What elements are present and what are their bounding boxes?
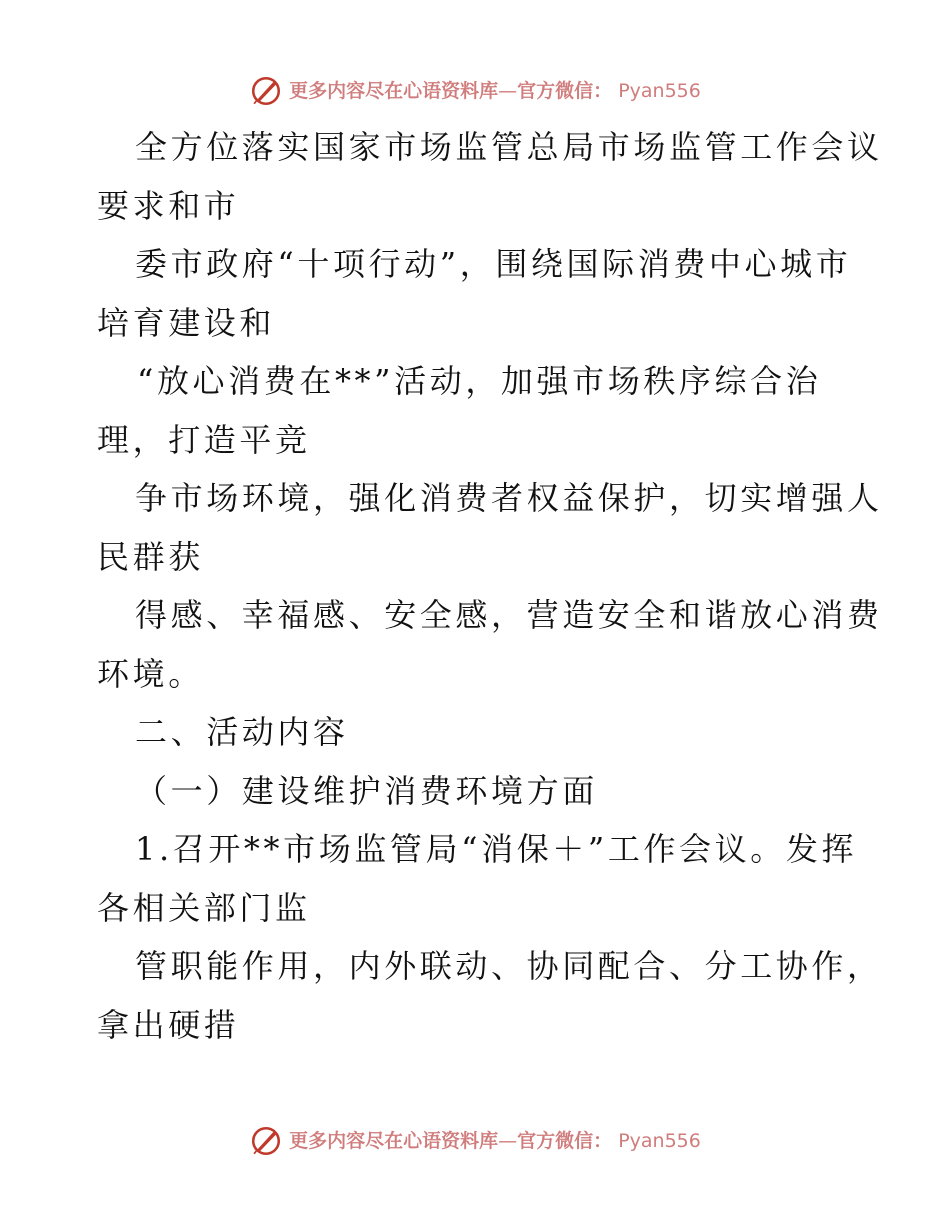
subsection-heading: （一）建设维护消费环境方面	[135, 771, 598, 810]
watermark-account: Pyan556	[618, 1129, 701, 1152]
text-line: 管职能作用，内外联动、协同配合、分工协作，	[135, 947, 883, 985]
text-line: 培育建设和	[97, 303, 276, 342]
section-heading: 二、活动内容	[135, 713, 349, 751]
text-line: 委市政府“十项行动”，围绕国际消费中心城市	[135, 245, 852, 283]
text-line: 争市场环境，强化消费者权益保护，切实增强人	[135, 479, 883, 517]
text-line: 要求和市	[97, 186, 240, 225]
text-line: 民群获	[97, 537, 204, 576]
quill-pen-logo-icon	[249, 1124, 283, 1158]
watermark-account: Pyan556	[618, 79, 701, 102]
text-line: 1.召开**市场监管局“消保＋”工作会议。发挥	[135, 830, 858, 868]
header-watermark	[0, 74, 950, 108]
text-line: 得感、幸福感、安全感，营造安全和谐放心消费	[135, 596, 883, 634]
watermark-site-text: 更多内容尽在心语资料库—官方微信：	[289, 1129, 613, 1152]
footer-watermark	[0, 1124, 950, 1158]
watermark-site-text: 更多内容尽在心语资料库—官方微信：	[289, 79, 613, 102]
quill-pen-logo-icon	[249, 74, 283, 108]
text-line: 拿出硬措	[97, 1005, 240, 1044]
text-line: 理，打造平竞	[97, 420, 311, 459]
text-line: 环境。	[97, 654, 204, 693]
document-body	[97, 118, 883, 1054]
text-line: 全方位落实国家市场监管总局市场监管工作会议	[135, 128, 883, 166]
text-line: “放心消费在**”活动，加强市场秩序综合治	[137, 362, 822, 400]
text-line: 各相关部门监	[97, 888, 311, 927]
